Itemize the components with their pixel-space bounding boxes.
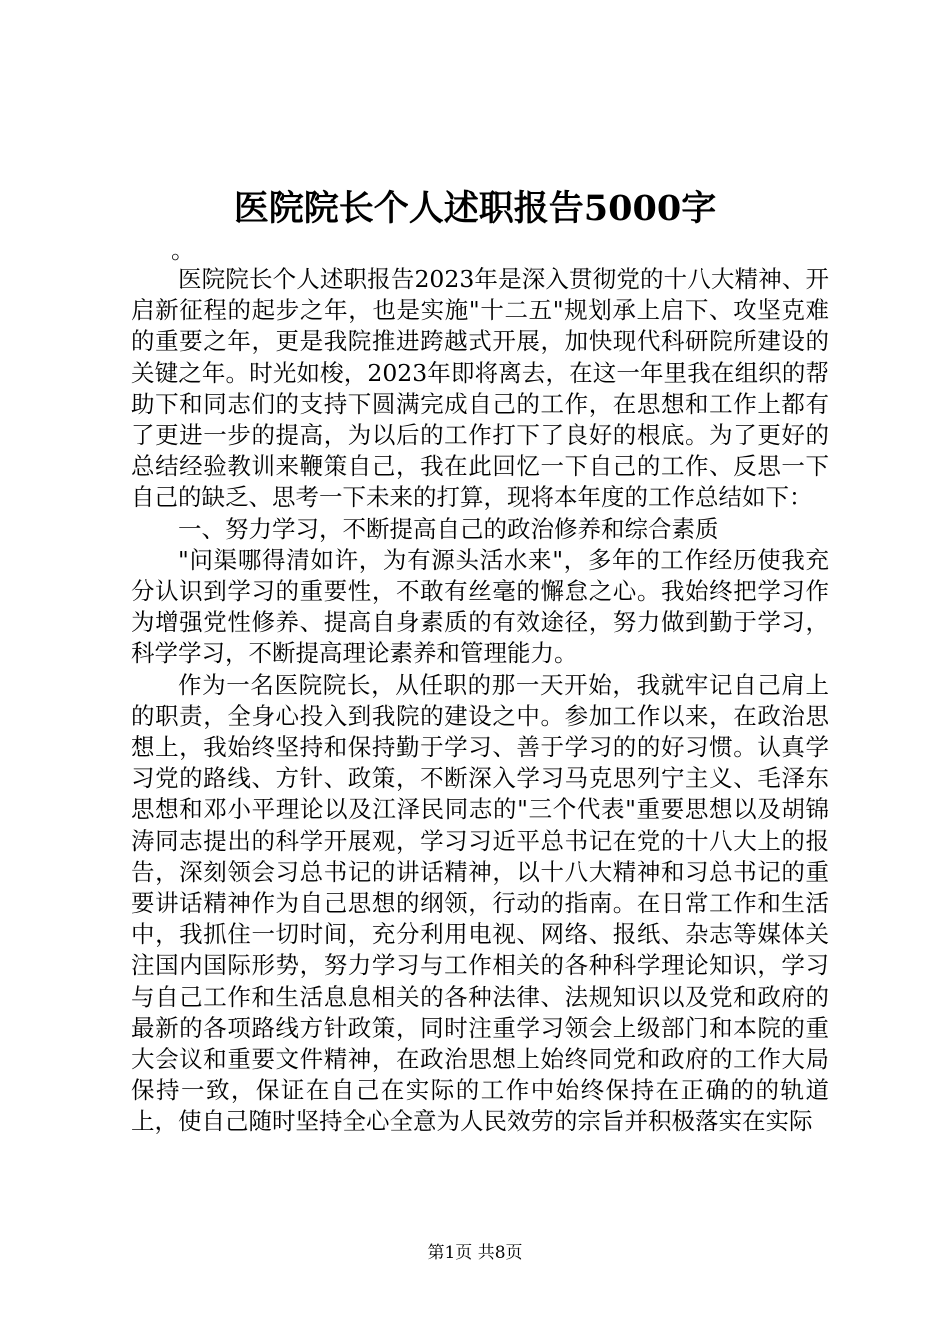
paragraph-intro: 医院院长个人述职报告2023年是深入贯彻党的十八大精神、开启新征程的起步之年，也是实施"十二五"规划承上启下、攻坚克难的重要之年，更是我院推进跨越式开展，加快现代科研院所建设的关键之年。时光如梭，2023年即将离去，在这一年里我在组织的帮助下和同志们的支持下圆满完成自己的工作，在思想和工作上都有了更进一步的提高，为以后的工作打下了良好的根底。为了更好的总结经验教训来鞭策自己，我在此回忆一下自己的工作、反思一下自己的缺乏、思考一下未来的打算，现将本年度的工作总结如下： [131, 265, 829, 512]
paragraph-body: 作为一名医院院长，从任职的那一天开始，我就牢记自己肩上的职责，全身心投入到我院的建设之中。参加工作以来，在政治思想上，我始终坚持和保持勤于学习、善于学习的的好习惯。认真学习党的路线、方针、政策，不断深入学习马克思列宁主义、毛泽东思想和邓小平理论以及江泽民同志的"三个代表"重要思想以及胡锦涛同志提出的科学开展观，学习习近平总书记在党的十八大上的报告，深刻领会习总书记的讲话精神，以十八大精神和习总书记的重要讲话精神作为自己思想的纲领，行动的指南。在日常工作和生活中，我抓住一切时间，充分利用电视、网络、报纸、杂志等媒体关注国内国际形势，努力学习与工作相关的各种科学理论知识，学习与自己工作和生活息息相关的各种法律、法规知识以及党和政府的最新的各项路线方针政策，同时注重学习领会上级部门和本院的重大会议和重要文件精神，在政治思想上始终同党和政府的工作大局保持一致，保证在自己在实际的工作中始终保持在正确的的轨道上，使自己随时坚持全心全意为人民效劳的宗旨并积极落实在实际 [131, 670, 829, 1136]
section-heading: 一、努力学习，不断提高自己的政治修养和综合素质 [178, 514, 719, 543]
document-title: 医院院长个人述职报告5000字 [233, 188, 717, 229]
page-footer: 第1页 共8页 [427, 1243, 523, 1263]
paragraph-quote: "问渠哪得清如许，为有源头活水来"，多年的工作经历使我充分认识到学习的重要性，不敢有丝毫的懈怠之心。我始终把学习作为增强党性修养、提高自身素质的有效途径，努力做到勤于学习，科学学习，不断提高理论素养和管理能力。 [131, 545, 829, 668]
paragraph-lead-mark: 。 [170, 236, 195, 264]
document-body [131, 236, 829, 1138]
